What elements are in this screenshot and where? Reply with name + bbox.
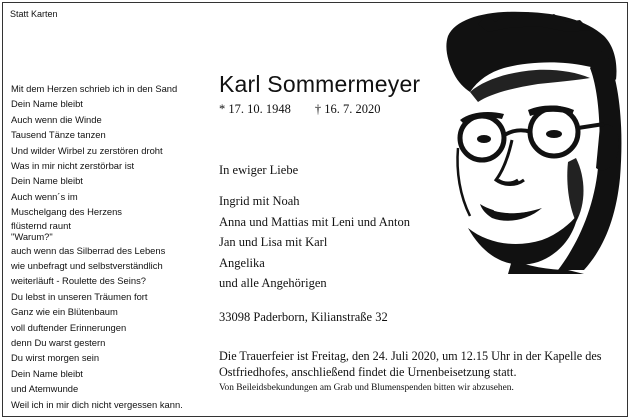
- poem-line: Du lebst in unseren Träumen fort: [11, 290, 148, 302]
- deceased-name: Karl Sommermeyer: [219, 71, 421, 97]
- statt-karten-label: Statt Karten: [10, 9, 58, 19]
- address: 33098 Paderborn, Kilianstraße 32: [219, 310, 388, 324]
- poem: [11, 81, 183, 412]
- poem-line: auch wenn das Silberrad des Lebens: [11, 244, 166, 256]
- poem-line: Dein Name bleibt: [11, 175, 83, 187]
- poem-line: Weil ich in mir dich nicht vergessen kann.: [11, 398, 183, 410]
- mourners-list: [219, 191, 410, 294]
- mourner-line: Jan und Lisa mit Karl: [219, 235, 328, 249]
- poem-line: flüsternd raunt: [11, 219, 71, 231]
- mourner-line: Anna und Mattias mit Leni und Anton: [219, 214, 410, 229]
- poem-line: und Atemwunde: [11, 383, 79, 395]
- poem-line: Dein Name bleibt: [11, 98, 83, 110]
- funeral-notice-line: Ostfriedhofes, anschließend findet die Urnenbeisetzung statt.: [219, 364, 517, 379]
- mourner-line: Ingrid mit Noah: [219, 194, 300, 208]
- poem-line: denn Du warst gestern: [11, 337, 106, 349]
- poem-line: Auch wenn die Winde: [11, 113, 102, 125]
- poem-line: Auch wenn´s im: [11, 190, 78, 202]
- mourner-line: und alle Angehörigen: [219, 276, 327, 290]
- poem-line: Mit dem Herzen schrieb ich in den Sand: [11, 83, 178, 94]
- poem-line: Ganz wie ein Blütenbaum: [11, 306, 118, 318]
- poem-line: Dein Name bleibt: [11, 367, 83, 379]
- poem-line: voll duftender Erinnerungen: [11, 321, 127, 333]
- poem-line: Du wirst morgen sein: [11, 352, 100, 364]
- in-memory-line: In ewiger Liebe: [219, 163, 299, 177]
- poem-line: weiterläuft - Roulette des Seins?: [11, 275, 146, 287]
- mourner-line: Angelika: [219, 255, 265, 270]
- poem-line: Muschelgang des Herzens: [11, 206, 122, 218]
- condolence-request: Von Beileidsbekundungen am Grab und Blumenspenden bitten wir abzusehen.: [219, 383, 514, 393]
- poem-line: Was in mir nicht zerstörbar ist: [11, 159, 135, 171]
- poem-line: "Warum?": [11, 231, 53, 243]
- life-dates: [219, 102, 381, 117]
- portrait-image: [408, 8, 626, 274]
- poem-line: wie unbefragt und selbstverständlich: [11, 260, 163, 272]
- poem-line: Tausend Tänze tanzen: [11, 129, 106, 141]
- poem-line: Und wilder Wirbel zu zerstören droht: [11, 144, 163, 156]
- funeral-notice-line: Die Trauerfeier ist Freitag, den 24. Juli 2020, um 12.15 Uhr in der Kapelle des: [219, 349, 602, 363]
- funeral-notice: [219, 349, 624, 380]
- birth-date: * 17. 10. 1948: [219, 102, 291, 116]
- death-date: † 16. 7. 2020: [314, 102, 381, 116]
